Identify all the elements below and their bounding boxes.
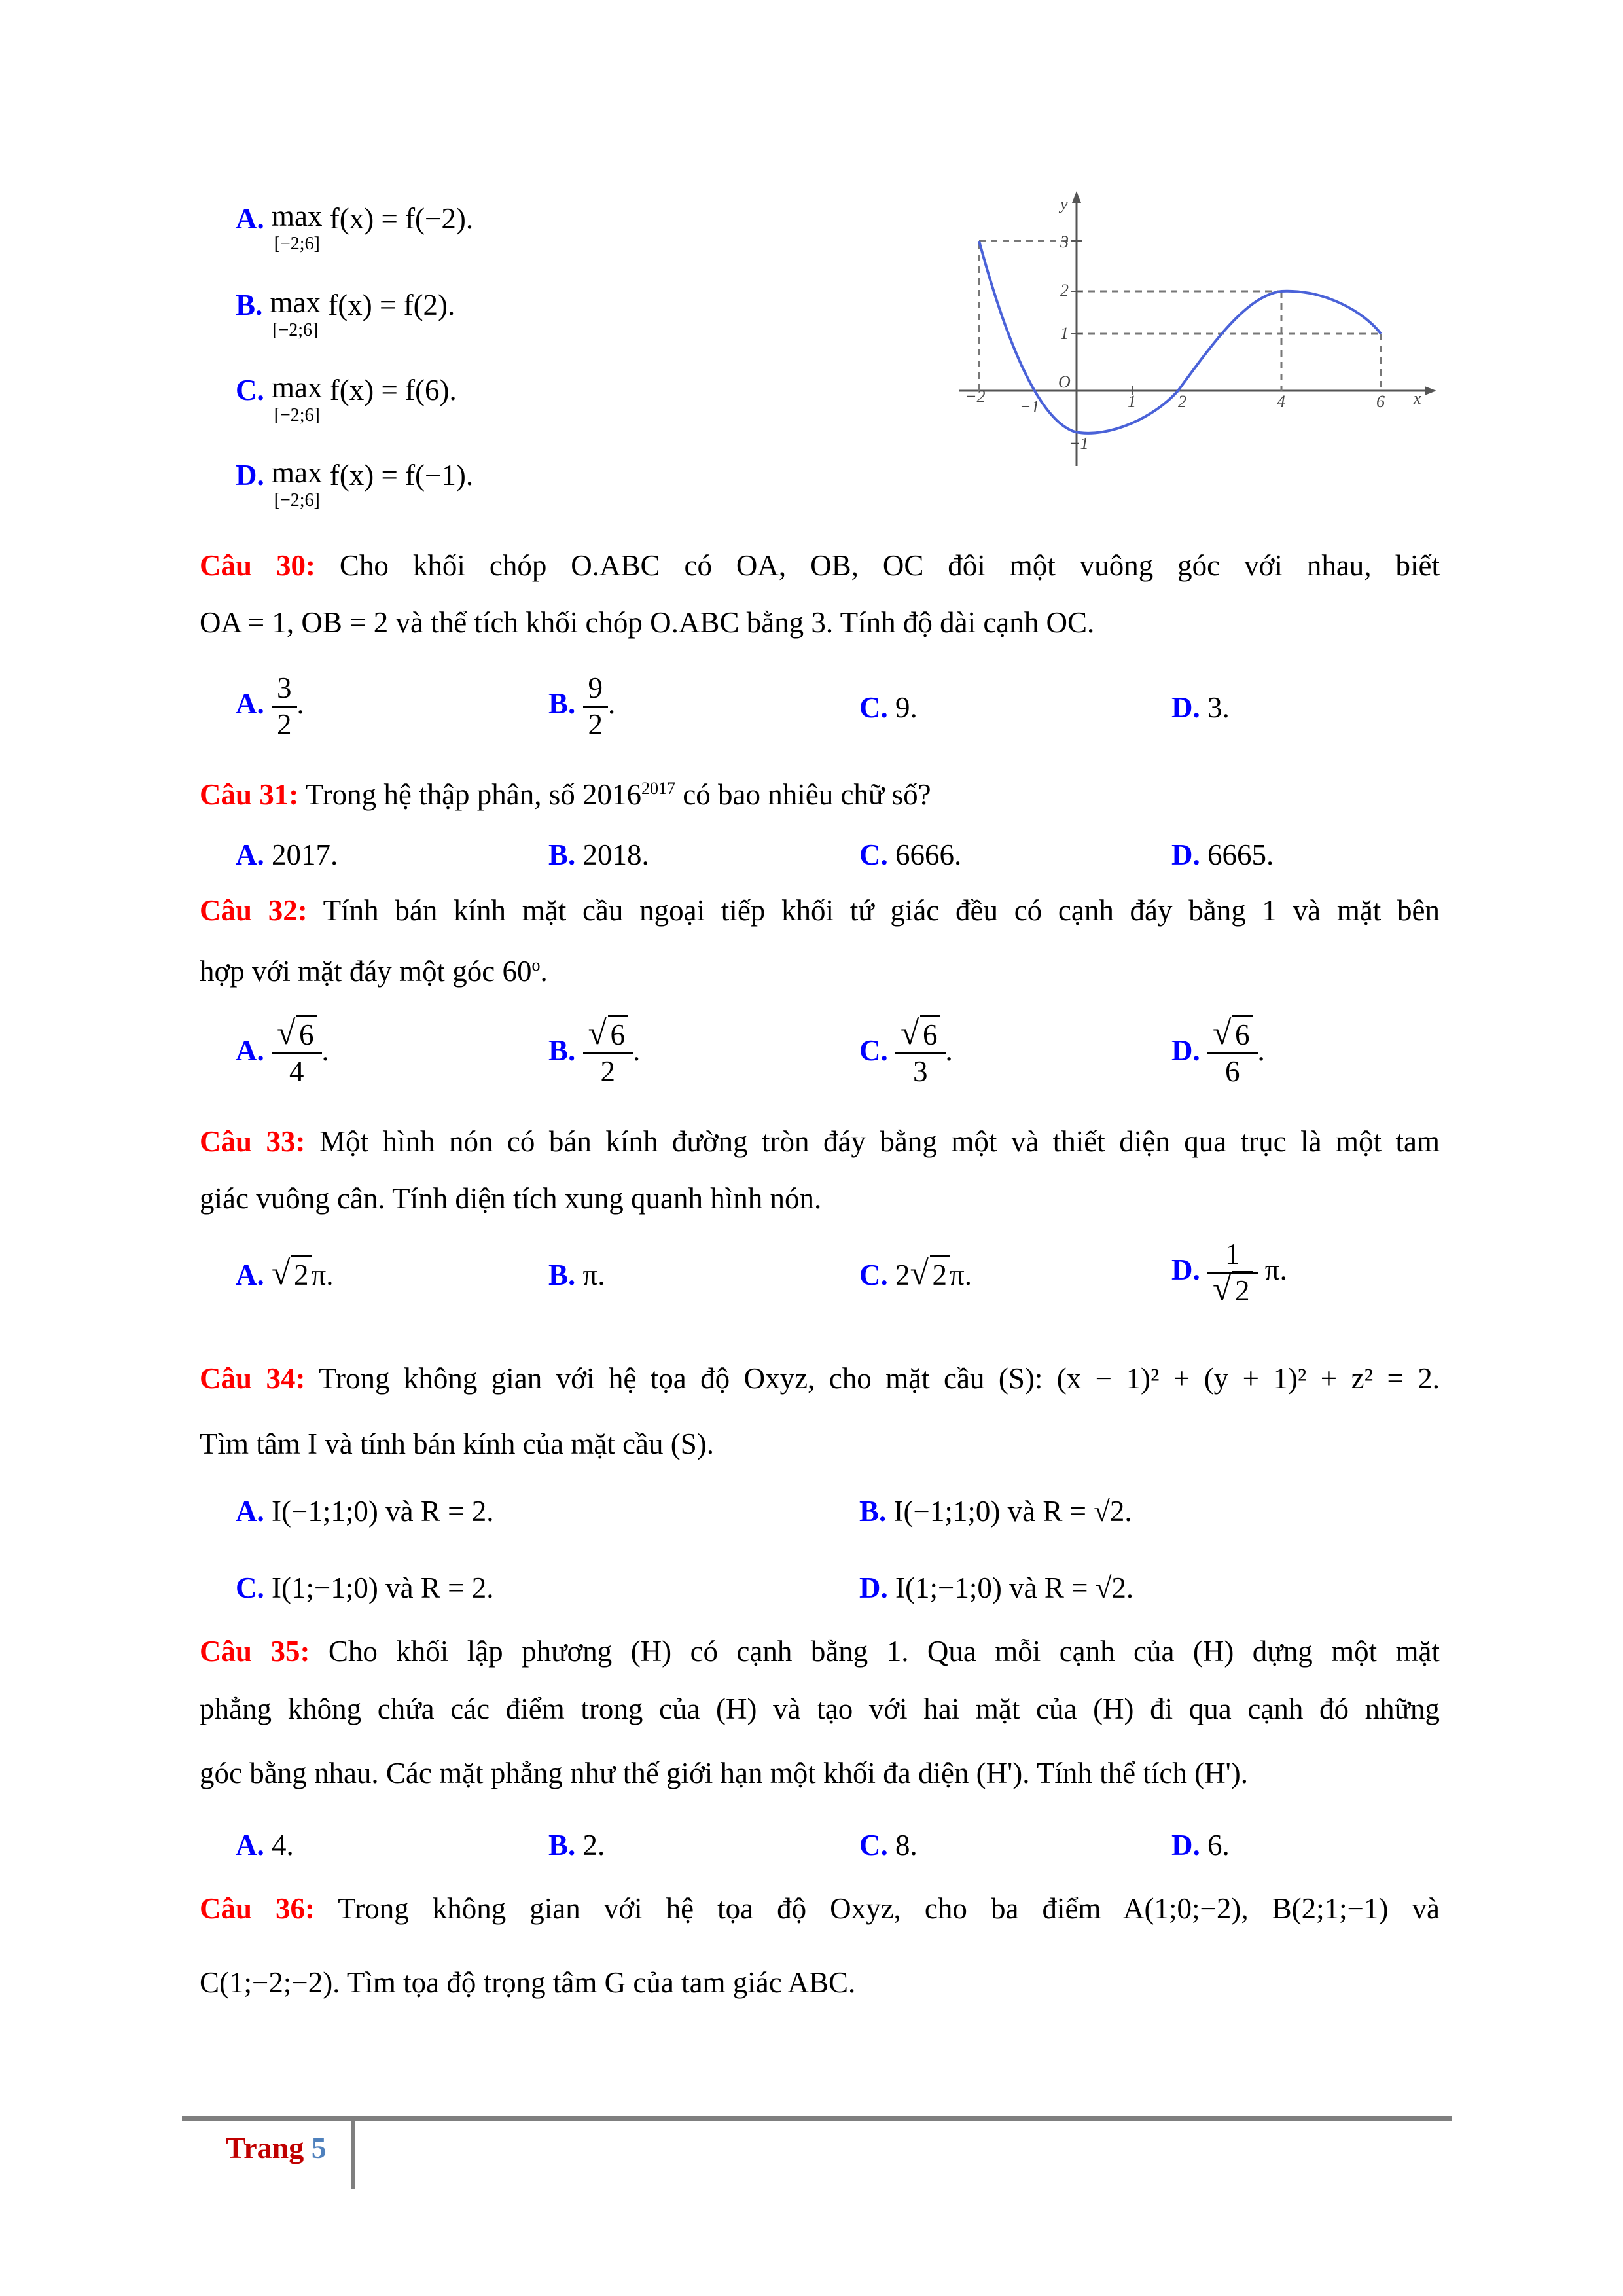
option-letter: A. — [236, 202, 264, 235]
function-graph — [959, 191, 1456, 466]
q29-option-a — [236, 202, 473, 253]
exponent: 2017 — [641, 779, 676, 798]
q33-option-d: D. 1 √ 2 π. — [1171, 1238, 1287, 1308]
fraction: √ 6 4 — [272, 1018, 322, 1089]
x-axis-label: x — [1414, 389, 1421, 408]
x-tick-1: 1 — [1128, 392, 1136, 411]
page-footer — [226, 2130, 327, 2165]
question-text: Cho khối chóp O.ABC có OA, OB, OC đôi một vuông góc với nhau, biết — [339, 549, 1440, 582]
option-expression: f(x) = f(−2). — [329, 202, 474, 235]
q34-option-a: A. I(−1;1;0) và R = 2. — [236, 1495, 494, 1528]
q33-option-a: A. √ 2π. — [236, 1255, 334, 1292]
option-letter: C. — [236, 374, 264, 406]
q30-line1 — [200, 548, 1440, 583]
fraction: √ 6 3 — [895, 1018, 946, 1089]
y-tick-3: 3 — [1060, 232, 1069, 251]
x-axis-arrow — [1425, 386, 1436, 395]
q32-option-a: A. √ 6 4 . — [236, 1014, 329, 1088]
q34-line2: Tìm tâm I và tính bán kính của mặt cầu (S). — [200, 1427, 715, 1460]
q29-option-b — [236, 288, 455, 340]
max-operator: max [−2;6] — [272, 371, 323, 425]
q35-option-d: D. 6. — [1171, 1829, 1230, 1861]
q32-option-c: C. √ 6 3 . — [859, 1014, 953, 1088]
q36-line2: C(1;−2;−2). Tìm tọa độ trọng tâm G của tam giác ABC. — [200, 1966, 856, 1999]
option-expression: f(x) = f(2). — [328, 289, 455, 321]
fraction: $\frac{9}{2}$ — [583, 671, 609, 742]
option-expression: f(x) = f(−1). — [329, 459, 474, 492]
y-axis-arrow — [1072, 191, 1081, 203]
q30-option-b: B. $\frac{9}{2}$ . — [548, 672, 616, 741]
q32-option-b: B. √ 6 2 . — [548, 1014, 641, 1088]
q31-option-b: B. 2018. — [548, 838, 649, 871]
q35-option-c: C. 8. — [859, 1829, 918, 1861]
x-tick-6: 6 — [1376, 392, 1385, 411]
q35-option-a: A. 4. — [236, 1829, 294, 1861]
q32-option-d: D. √ 6 6 . — [1171, 1014, 1265, 1088]
q35-line3: góc bằng nhau. Các mặt phẳng như thế giới hạn một khối đa diện (H'). Tính thể tích (H'). — [200, 1757, 1248, 1789]
option-expression: f(x) = f(6). — [329, 374, 457, 406]
x-tick-neg2: −2 — [965, 387, 986, 406]
footer-separator — [351, 2119, 355, 2189]
q32-line1: Câu 32: Tính bán kính mặt cầu ngoại tiếp khối tứ giác đều có cạnh đáy bằng 1 và mặt bên — [200, 894, 1440, 927]
q31-option-a: A. 2017. — [236, 838, 338, 871]
q36-line1: Câu 36: Trong không gian với hệ tọa độ Oxyz, cho ba điểm A(1;0;−2), B(2;1;−1) và — [200, 1892, 1440, 1925]
question-number: Câu 35: — [200, 1635, 310, 1668]
degree-sign: o — [531, 956, 541, 975]
q31-line: Câu 31: Trong hệ thập phân, số $2016^{2017}$ có bao nhiêu chữ số? — [200, 778, 931, 811]
fraction: $\frac{3}{2}$ — [272, 671, 297, 742]
footer-rule — [182, 2116, 1452, 2121]
question-number: Câu 36: — [200, 1892, 315, 1925]
q33-option-c: C. 2 √ 2π. — [859, 1255, 972, 1292]
question-number: Câu 33: — [200, 1125, 306, 1158]
sphere-equation: (S): (x − 1)² + (y + 1)² + z² = 2. — [998, 1362, 1440, 1395]
y-tick-2: 2 — [1060, 281, 1069, 300]
question-number: Câu 34: — [200, 1362, 306, 1395]
footer-label: Trang — [226, 2131, 304, 2164]
q35-line1: Câu 35: Cho khối lập phương (H) có cạnh bằng 1. Qua mỗi cạnh của (H) dựng một mặt — [200, 1635, 1440, 1668]
max-operator: max [−2;6] — [272, 200, 323, 254]
q33-option-b: B. π. — [548, 1259, 605, 1291]
q29-option-d — [236, 458, 473, 510]
q35-option-b: B. 2. — [548, 1829, 605, 1861]
y-tick-1: 1 — [1060, 324, 1069, 343]
page-number: 5 — [311, 2131, 327, 2164]
question-number: Câu 30: — [200, 549, 315, 582]
x-tick-4: 4 — [1277, 392, 1285, 411]
q34-line1: Câu 34: Trong không gian với hệ tọa độ Oxyz, cho mặt cầu (S): (x − 1)² + (y + 1)² + z² = 2. — [200, 1362, 1440, 1395]
q31-option-c: C. 6666. — [859, 838, 962, 871]
q30-option-c: C. 9. — [859, 691, 918, 724]
question-number: Câu 32: — [200, 894, 308, 927]
y-min-label: −1 — [1069, 434, 1089, 453]
fraction: √ 6 6 — [1207, 1018, 1258, 1089]
q33-line1: Câu 33: Một hình nón có bán kính đường tròn đáy bằng một và thiết diện qua trục là một tam — [200, 1125, 1440, 1158]
q31-option-d: D. 6665. — [1171, 838, 1274, 871]
option-letter: B. — [236, 289, 263, 321]
y-axis-label: y — [1060, 194, 1068, 213]
q29-option-c — [236, 373, 457, 425]
q30-line2: OA = 1, OB = 2 và thể tích khối chóp O.ABC bằng 3. Tính độ dài cạnh OC. — [200, 606, 1095, 639]
q30-option-a: A. $\frac{3}{2}$ . — [236, 672, 304, 741]
origin-label: O — [1058, 372, 1071, 391]
q30-option-d: D. 3. — [1171, 691, 1230, 724]
q32-line2: hợp với mặt đáy một góc 60$^o$. — [200, 955, 548, 988]
option-letter: D. — [236, 459, 264, 492]
fraction: √ 6 2 — [583, 1018, 633, 1089]
x-tick-neg1: −1 — [1020, 397, 1040, 416]
x-tick-2: 2 — [1178, 392, 1186, 411]
max-operator: max [−2;6] — [272, 456, 323, 511]
q34-option-c: C. I(1;−1;0) và R = 2. — [236, 1571, 494, 1604]
q34-option-d: D. I(1;−1;0) và R = √2. — [859, 1571, 1134, 1604]
q33-line2: giác vuông cân. Tính diện tích xung quanh hình nón. — [200, 1182, 822, 1215]
fraction: 1 √ 2 — [1207, 1237, 1258, 1308]
question-number: Câu 31: — [200, 778, 299, 811]
q34-option-b: B. I(−1;1;0) và R = √2. — [859, 1495, 1132, 1528]
max-operator: max [−2;6] — [270, 286, 321, 340]
q35-line2: phẳng không chứa các điểm trong của (H) và tạo với hai mặt của (H) đi qua cạnh đó những — [200, 1693, 1440, 1725]
